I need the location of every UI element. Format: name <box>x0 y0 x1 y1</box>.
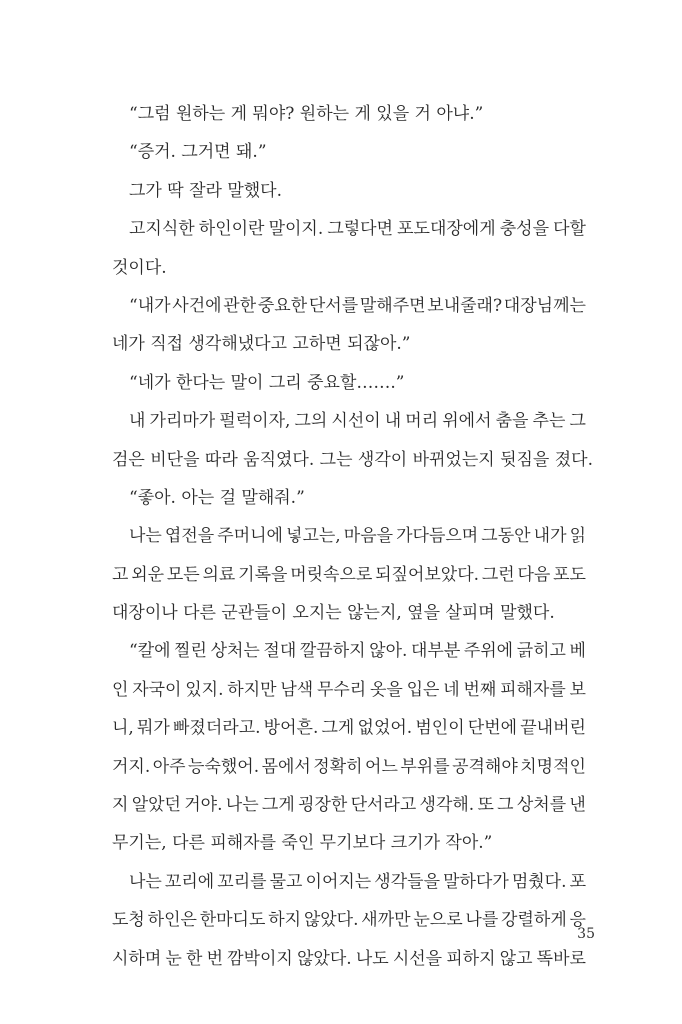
text-line: 고 외운 모든 의료 기록을 머릿속으로 되짚어보았다. 그런 다음 포도 <box>112 564 586 585</box>
page-body <box>112 98 594 981</box>
text-line: 나는 엽전을 주머니에 넣고는, 마음을 가다듬으며 그동안 내가 읽 <box>129 526 586 547</box>
text-line: “내가 사건에 관한 중요한 단서를 말해주면 보내줄래? 대장님께는 <box>129 295 586 316</box>
text-line: 지 알았던 거야. 나는 그게 굉장한 단서라고 생각해. 또 그 상처를 낸 <box>112 795 586 816</box>
page-number: 35 <box>577 926 595 942</box>
text-line: 고지식한 하인이란 말이지. 그렇다면 포도대장에게 충성을 다할 <box>129 219 586 240</box>
text-line: “좋아. 아는 걸 말해줘.” <box>129 487 305 508</box>
text-line: 도청 하인은 한마디도 하지 않았다. 새까만 눈으로 나를 강렬하게 응 <box>112 910 586 931</box>
text-line: 내 가리마가 펄럭이자, 그의 시선이 내 머리 위에서 춤을 추는 그 <box>129 411 586 432</box>
text-line: “네가 한다는 말이 그리 중요할…….” <box>129 372 405 393</box>
text-line: 거지. 아주 능숙했어. 몸에서 정확히 어느 부위를 공격해야 치명적인 <box>112 756 586 777</box>
text-line: 대장이나 다른 군관들이 오지는 않는지, 옆을 살피며 말했다. <box>112 603 555 624</box>
text-line: 것이다. <box>112 257 167 278</box>
text-line: “칼에 찔린 상처는 절대 깔끔하지 않아. 대부분 주위에 긁히고 베 <box>129 641 586 662</box>
text-line: “증거. 그거면 돼.” <box>129 142 267 163</box>
text-line: 시하며 눈 한 번 깜박이지 않았다. 나도 시선을 피하지 않고 똑바로 <box>112 948 586 969</box>
text-line: 니, 뭐가 빠졌더라고. 방어흔. 그게 없었어. 범인이 단번에 끝내버린 <box>112 718 586 739</box>
text-line: 검은 비단을 따라 움직였다. 그는 생각이 바뀌었는지 뒷짐을 졌다. <box>112 449 594 470</box>
text-line: 인 자국이 있지. 하지만 남색 무수리 옷을 입은 네 번째 피해자를 보 <box>112 679 586 700</box>
text-line: 나는 꼬리에 꼬리를 물고 이어지는 생각들을 말하다가 멈췄다. 포 <box>129 871 586 892</box>
text-line: 무기는, 다른 피해자를 죽인 무기보다 크기가 작아.” <box>112 833 493 854</box>
text-line: 그가 딱 잘라 말했다. <box>129 180 282 201</box>
text-line: 네가 직접 생각해냈다고 고하면 되잖아.” <box>112 334 411 355</box>
text-line: “그럼 원하는 게 뭐야? 원하는 게 있을 거 아냐.” <box>129 104 484 124</box>
